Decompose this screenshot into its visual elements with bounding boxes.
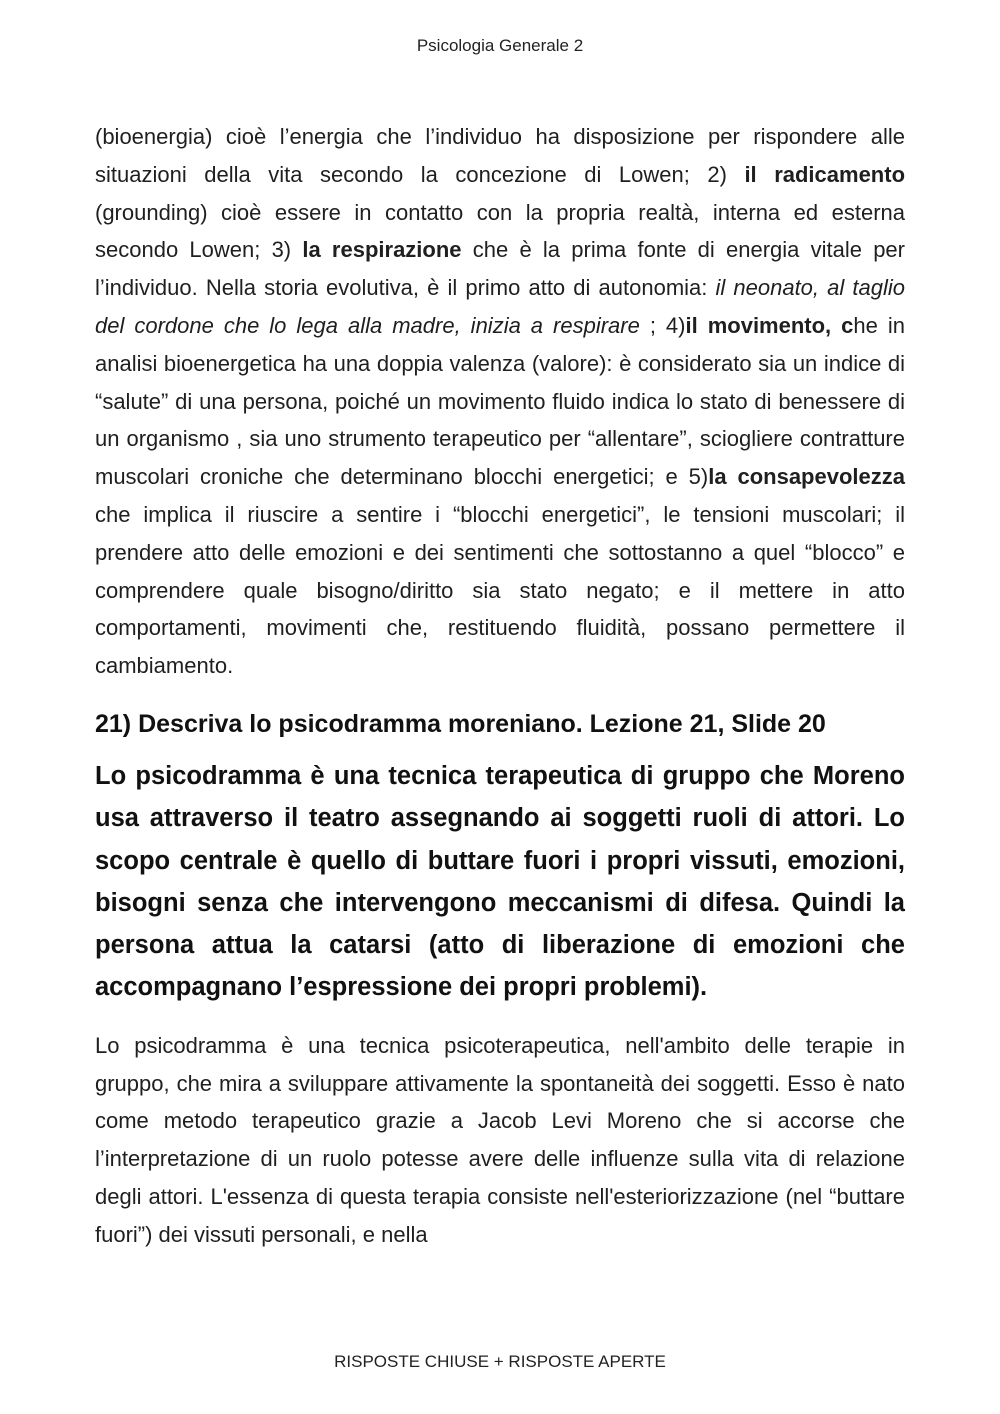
- text-run: che implica il riuscire a sentire i “blocchi energetici”, le tensioni muscolari; il prendere atto delle emozioni e dei sentimenti che sottostanno a quel “blocco” e comprendere quale bisogno/diritto sia stato negato; e il mettere in atto comportamenti, movimenti che, restituendo fluidità, possano permettere il cambiamento.: [95, 501, 905, 679]
- text-run: he in analisi bioenergetica ha una doppia valenza (valore): è considerato sia un indice di “salute” di una persona, poiché un movimento fluido indica lo stato di benessere di un organismo , sia uno strumento terapeutico per “allentare”, sciogliere contratture muscolari croniche che determinano blocchi energetici; e 5): [95, 312, 905, 490]
- text-run: ; 4): [639, 312, 686, 338]
- page-footer: RISPOSTE CHIUSE + RISPOSTE APERTE: [334, 1352, 666, 1371]
- bioenergetics-paragraph: [95, 118, 905, 685]
- text-run: (bioenergia) cioè l’energia che l’individuo ha disposizione per rispondere alle situazioni della vita secondo la concezione di Lowen; 2): [95, 124, 905, 187]
- page-content: [95, 118, 905, 1254]
- answer-paragraph: Lo psicodramma è una tecnica psicoterapeutica, nell'ambito delle terapie in gruppo, che mira a sviluppare attivamente la spontaneità dei soggetti. Esso è nato come metodo terapeutico grazie a Jacob Levi Moreno che si accorse che l’interpretazione di un ruolo potesse avere delle influenze sulla vita di relazione degli attori. L'essenza di questa terapia consiste nell'esteriorizzazione (nel “buttare fuori”) dei vissuti personali, e nella: [95, 1032, 905, 1247]
- bold-term-movimento: il movimento, c: [685, 312, 854, 338]
- bold-term-radicamento: il radicamento: [744, 161, 906, 187]
- bold-term-respirazione: la respirazione: [302, 237, 462, 263]
- italic-phrase: il neonato, al taglio del cordone che lo lega alla madre, inizia a respirare: [95, 275, 905, 338]
- bold-term-consapevolezza: la consapevolezza: [708, 464, 905, 490]
- answer-summary: Lo psicodramma è una tecnica terapeutica di gruppo che Moreno usa attraverso il teatro assegnando ai soggetti ruoli di attori. Lo scopo centrale è quello di buttare fuori i propri vissuti, emozioni, bisogni senza che intervengono meccanismi di difesa. Quindi la persona attua la catarsi (atto di liberazione di emozioni che accompagnano l’espressione dei propri problemi).: [95, 761, 905, 1002]
- text-run: (grounding) cioè essere in contatto con la propria realtà, interna ed esterna secondo Lowen; 3): [95, 199, 905, 263]
- page-header: Psicologia Generale 2: [416, 36, 584, 55]
- text-run: che è la prima fonte di energia vitale per l’individuo. Nella storia evolutiva, è il primo atto di autonomia:: [95, 237, 905, 301]
- question-heading: 21) Descriva lo psicodramma moreniano. Lezione 21, Slide 20: [95, 709, 826, 738]
